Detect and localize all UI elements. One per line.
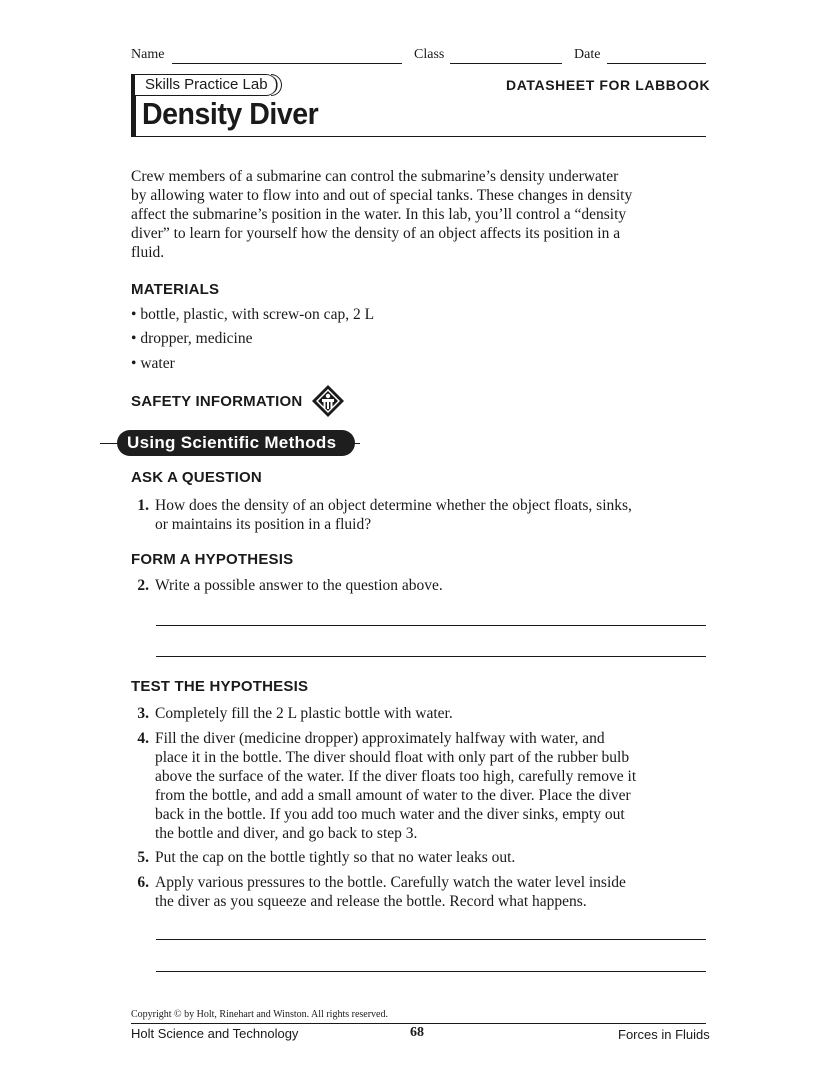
page-number: 68 (410, 1025, 424, 1040)
step-item (133, 848, 723, 867)
intro-paragraph (131, 167, 711, 262)
item-number: 1. (137, 497, 149, 514)
question-item (133, 496, 713, 534)
item-number: 2. (137, 577, 149, 594)
test-heading: TEST THE HYPOTHESIS (131, 678, 309, 695)
safety-heading: SAFETY INFORMATION (131, 393, 303, 410)
intro-line: by allowing water to flow into and out of special tanks. These changes in density (131, 187, 633, 204)
step-item (133, 873, 723, 911)
name-field[interactable] (172, 63, 402, 64)
page-title: Density Diver (142, 96, 319, 131)
title-bar (131, 95, 136, 137)
item-text: Completely fill the 2 L plastic bottle with water. (155, 705, 453, 722)
hand-safety-icon (311, 384, 345, 418)
intro-line: fluid. (131, 244, 165, 261)
item-text: How does the density of an object determine whether the object floats, sinks, (155, 497, 632, 514)
datasheet-label: DATASHEET FOR LABBOOK (506, 77, 711, 93)
section-banner: Using Scientific Methods (117, 430, 355, 456)
footer-divider (131, 1023, 706, 1024)
materials-item: • bottle, plastic, with screw-on cap, 2 L (131, 306, 375, 323)
item-number: 6. (137, 874, 149, 891)
step-item (133, 704, 723, 723)
item-text: the bottle and diver, and go back to step 3. (155, 825, 418, 842)
item-text: back in the bottle. If you add too much water and the diver sinks, empty out (155, 806, 625, 823)
intro-line: diver” to learn for yourself how the density of an object affects its position in a (131, 225, 621, 242)
observation-answer-line[interactable] (156, 971, 706, 972)
intro-line: Crew members of a submarine can control the submarine’s density underwater (131, 168, 619, 185)
date-field[interactable] (607, 63, 706, 64)
item-text: place it in the bottle. The diver should float with only part of the rubber bulb (155, 749, 630, 766)
ask-heading: ASK A QUESTION (131, 469, 262, 486)
item-number: 5. (137, 849, 149, 866)
item-text: Apply various pressures to the bottle. Carefully watch the water level inside (155, 874, 626, 891)
materials-item: • dropper, medicine (131, 330, 253, 347)
materials-item: • water (131, 355, 175, 372)
item-number: 4. (137, 730, 149, 747)
publisher-label: Holt Science and Technology (131, 1026, 299, 1041)
observation-answer-line[interactable] (156, 939, 706, 940)
chapter-label: Forces in Fluids (618, 1027, 710, 1042)
hypothesis-answer-line[interactable] (156, 656, 706, 657)
hypothesis-item (133, 576, 713, 595)
class-field[interactable] (450, 63, 562, 64)
materials-item-text: water (140, 355, 175, 372)
materials-heading: MATERIALS (131, 281, 220, 298)
copyright-text: Copyright © by Holt, Rinehart and Winston. All rights reserved. (131, 1009, 388, 1020)
item-text: Write a possible answer to the question above. (155, 577, 443, 594)
class-label: Class (414, 47, 445, 62)
hypothesis-heading: FORM A HYPOTHESIS (131, 551, 294, 568)
intro-line: affect the submarine’s position in the water. In this lab, you’ll control a “density (131, 206, 627, 223)
item-text: above the surface of the water. If the diver floats too high, carefully remove it (155, 768, 637, 785)
name-label: Name (131, 47, 165, 62)
materials-item-text: dropper, medicine (140, 330, 253, 347)
step-item (133, 729, 723, 843)
lab-type-label: Skills Practice Lab (131, 74, 276, 96)
item-text: from the bottle, and add a small amount of water to the diver. Place the diver (155, 787, 631, 804)
title-divider (131, 136, 706, 137)
item-text: the diver as you squeeze and release the bottle. Record what happens. (155, 893, 587, 910)
materials-item-text: bottle, plastic, with screw-on cap, 2 L (140, 306, 375, 323)
date-label: Date (574, 47, 601, 62)
item-text: Put the cap on the bottle tightly so that no water leaks out. (155, 849, 516, 866)
item-number: 3. (137, 705, 149, 722)
hypothesis-answer-line[interactable] (156, 625, 706, 626)
item-text: or maintains its position in a fluid? (155, 516, 372, 533)
item-text: Fill the diver (medicine dropper) approximately halfway with water, and (155, 730, 605, 747)
